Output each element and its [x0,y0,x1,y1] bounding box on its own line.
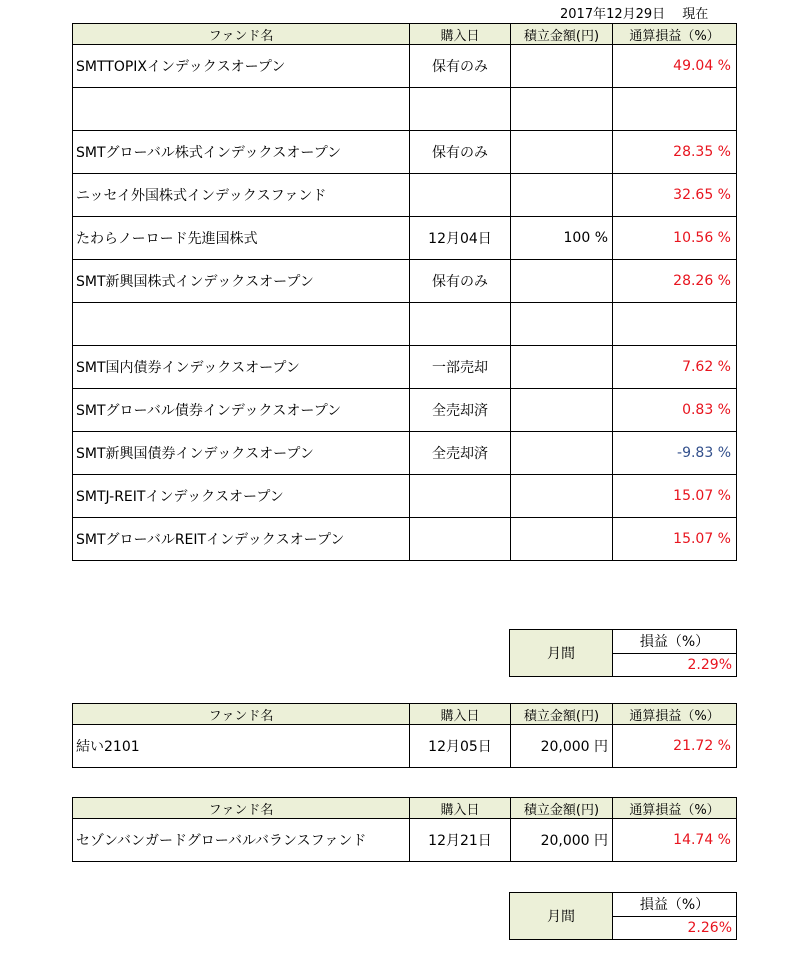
monthly-label: 月間 [510,630,613,677]
fund-name: SMT国内債券インデックスオープン [73,346,410,389]
amount: 20,000 円 [511,819,613,862]
purchase-date: 全売却済 [410,432,511,475]
table-row [73,389,737,432]
monthly-label: 月間 [510,893,613,940]
fund-name [73,88,410,131]
fund-name: たわらノーロード先進国株式 [73,217,410,260]
table-row [73,131,737,174]
pl-value: 0.83 % [613,389,737,432]
purchase-date: 保有のみ [410,131,511,174]
amount: 20,000 円 [511,725,613,768]
fund-name: セゾンバンガードグローバルバランスファンド [73,819,410,862]
pl-header: 通算損益（%） [613,798,737,819]
amount-header: 積立金額(円) [511,704,613,725]
pl-value: 32.65 % [613,174,737,217]
fund-name: ニッセイ外国株式インデックスファンド [73,174,410,217]
purchase-date [410,475,511,518]
pl-value [613,303,737,346]
table-row [73,217,737,260]
fund-name [73,303,410,346]
purchase-date-header: 購入日 [410,24,511,45]
table-header-row [73,24,737,45]
amount [511,518,613,561]
fund-table-main [72,23,737,561]
pl-value: 49.04 % [613,45,737,88]
purchase-date: 一部売却 [410,346,511,389]
purchase-date: 保有のみ [410,260,511,303]
table-row [73,475,737,518]
amount [511,303,613,346]
amount: 100 % [511,217,613,260]
fund-name: SMTJ-REITインデックスオープン [73,475,410,518]
monthly-summary-1 [509,629,737,677]
table-header-row [73,704,737,725]
amount [511,174,613,217]
fund-table-3 [72,797,737,862]
fund-name: SMTグローバル株式インデックスオープン [73,131,410,174]
pl-value: 15.07 % [613,475,737,518]
fund-name: SMT新興国株式インデックスオープン [73,260,410,303]
purchase-date: 12月04日 [410,217,511,260]
monthly-pl-value: 2.26% [613,916,737,940]
report-date: 2017年12月29日 現在 [560,7,709,22]
table-row [73,432,737,475]
table-row [73,174,737,217]
table-row [73,260,737,303]
pl-header: 通算損益（%） [613,704,737,725]
purchase-date: 12月05日 [410,725,511,768]
monthly-pl-header: 損益（%） [613,893,737,917]
fund-name: SMT新興国債券インデックスオープン [73,432,410,475]
purchase-date [410,303,511,346]
fund-name-header: ファンド名 [73,704,410,725]
table-row [73,819,737,862]
fund-name-header: ファンド名 [73,798,410,819]
purchase-date-header: 購入日 [410,704,511,725]
amount [511,131,613,174]
purchase-date [410,518,511,561]
table-row [73,518,737,561]
pl-value: -9.83 % [613,432,737,475]
fund-table-2 [72,703,737,768]
fund-name: SMTグローバルREITインデックスオープン [73,518,410,561]
monthly-summary-2 [509,892,737,940]
amount [511,346,613,389]
purchase-date: 12月21日 [410,819,511,862]
pl-value: 10.56 % [613,217,737,260]
purchase-date [410,88,511,131]
pl-value: 14.74 % [613,819,737,862]
purchase-date: 保有のみ [410,45,511,88]
fund-name: 結い2101 [73,725,410,768]
table-row [73,303,737,346]
pl-value: 28.26 % [613,260,737,303]
purchase-date: 全売却済 [410,389,511,432]
table-row [73,346,737,389]
amount [511,88,613,131]
amount [511,389,613,432]
amount [511,260,613,303]
amount [511,475,613,518]
amount [511,432,613,475]
table-row [73,88,737,131]
monthly-pl-value: 2.29% [613,653,737,677]
amount-header: 積立金額(円) [511,798,613,819]
amount-header: 積立金額(円) [511,24,613,45]
table-row [73,45,737,88]
amount [511,45,613,88]
table-row [73,725,737,768]
pl-value: 28.35 % [613,131,737,174]
pl-value: 21.72 % [613,725,737,768]
pl-header: 通算損益（%） [613,24,737,45]
pl-value: 7.62 % [613,346,737,389]
purchase-date [410,174,511,217]
fund-name: SMTTOPIXインデックスオープン [73,45,410,88]
purchase-date-header: 購入日 [410,798,511,819]
pl-value: 15.07 % [613,518,737,561]
table-header-row [73,798,737,819]
fund-name: SMTグローバル債券インデックスオープン [73,389,410,432]
fund-name-header: ファンド名 [73,24,410,45]
monthly-pl-header: 損益（%） [613,630,737,654]
pl-value [613,88,737,131]
